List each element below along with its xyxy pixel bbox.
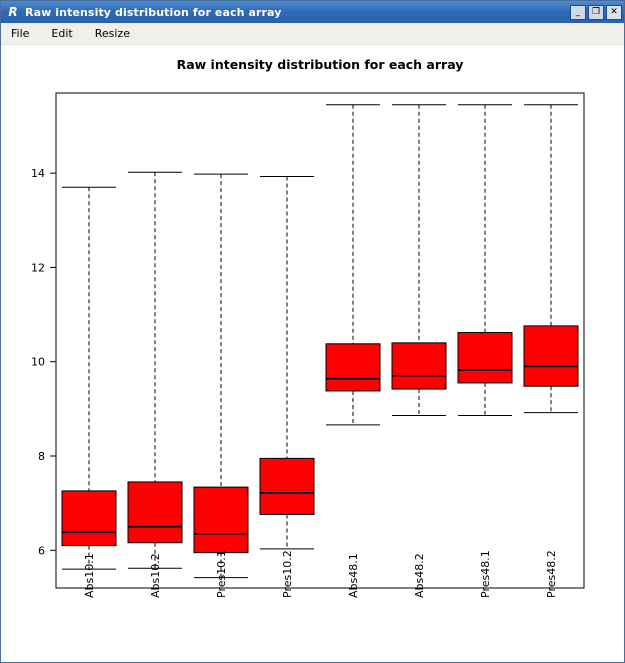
y-tick-label: 8 — [38, 450, 45, 463]
maximize-button[interactable]: ❐ — [588, 5, 604, 20]
box-rect — [260, 458, 314, 514]
boxplot-box — [524, 105, 578, 413]
box-rect — [392, 343, 446, 389]
menu-file[interactable]: File — [11, 27, 30, 40]
x-category-label: Abs10.2 — [149, 553, 162, 598]
boxplot-box — [458, 105, 512, 416]
box-rect — [458, 332, 512, 382]
boxplot-figure — [1, 45, 624, 662]
boxplot-box — [260, 176, 314, 548]
minimize-button[interactable]: _ — [570, 5, 586, 20]
box-rect — [524, 326, 578, 386]
x-category-label: Pres10.2 — [281, 550, 294, 598]
chart-title: Raw intensity distribution for each array — [176, 57, 464, 72]
box-rect — [194, 487, 248, 553]
x-category-label: Abs48.1 — [347, 553, 360, 598]
x-category-label: Pres48.1 — [479, 550, 492, 598]
window-title: Raw intensity distribution for each array — [25, 5, 282, 19]
boxplot-box — [326, 105, 380, 425]
box-rect — [326, 344, 380, 391]
y-tick-label: 10 — [31, 355, 45, 369]
plot-canvas — [1, 45, 624, 662]
x-category-label: Pres48.2 — [545, 550, 558, 598]
boxplot-box — [62, 187, 116, 569]
menu-edit[interactable]: Edit — [51, 27, 73, 40]
boxplot-box — [392, 105, 446, 416]
r-logo-icon: R — [8, 5, 18, 19]
window-controls — [570, 5, 622, 20]
menu-resize[interactable]: Resize — [94, 27, 130, 40]
x-category-label: Abs10.1 — [83, 553, 96, 598]
x-category-label: Pres10.1 — [215, 550, 228, 598]
y-tick-label: 12 — [31, 261, 45, 275]
box-rect — [62, 491, 116, 546]
menu-bar — [1, 23, 624, 45]
title-bar — [1, 1, 624, 23]
x-category-label: Abs48.2 — [413, 553, 426, 598]
close-button[interactable]: ✕ — [606, 5, 622, 20]
box-rect — [128, 482, 182, 543]
boxplot-box — [194, 174, 248, 578]
y-tick-label: 14 — [31, 167, 45, 181]
y-tick-label: 6 — [38, 544, 45, 558]
boxplot-box — [128, 172, 182, 568]
